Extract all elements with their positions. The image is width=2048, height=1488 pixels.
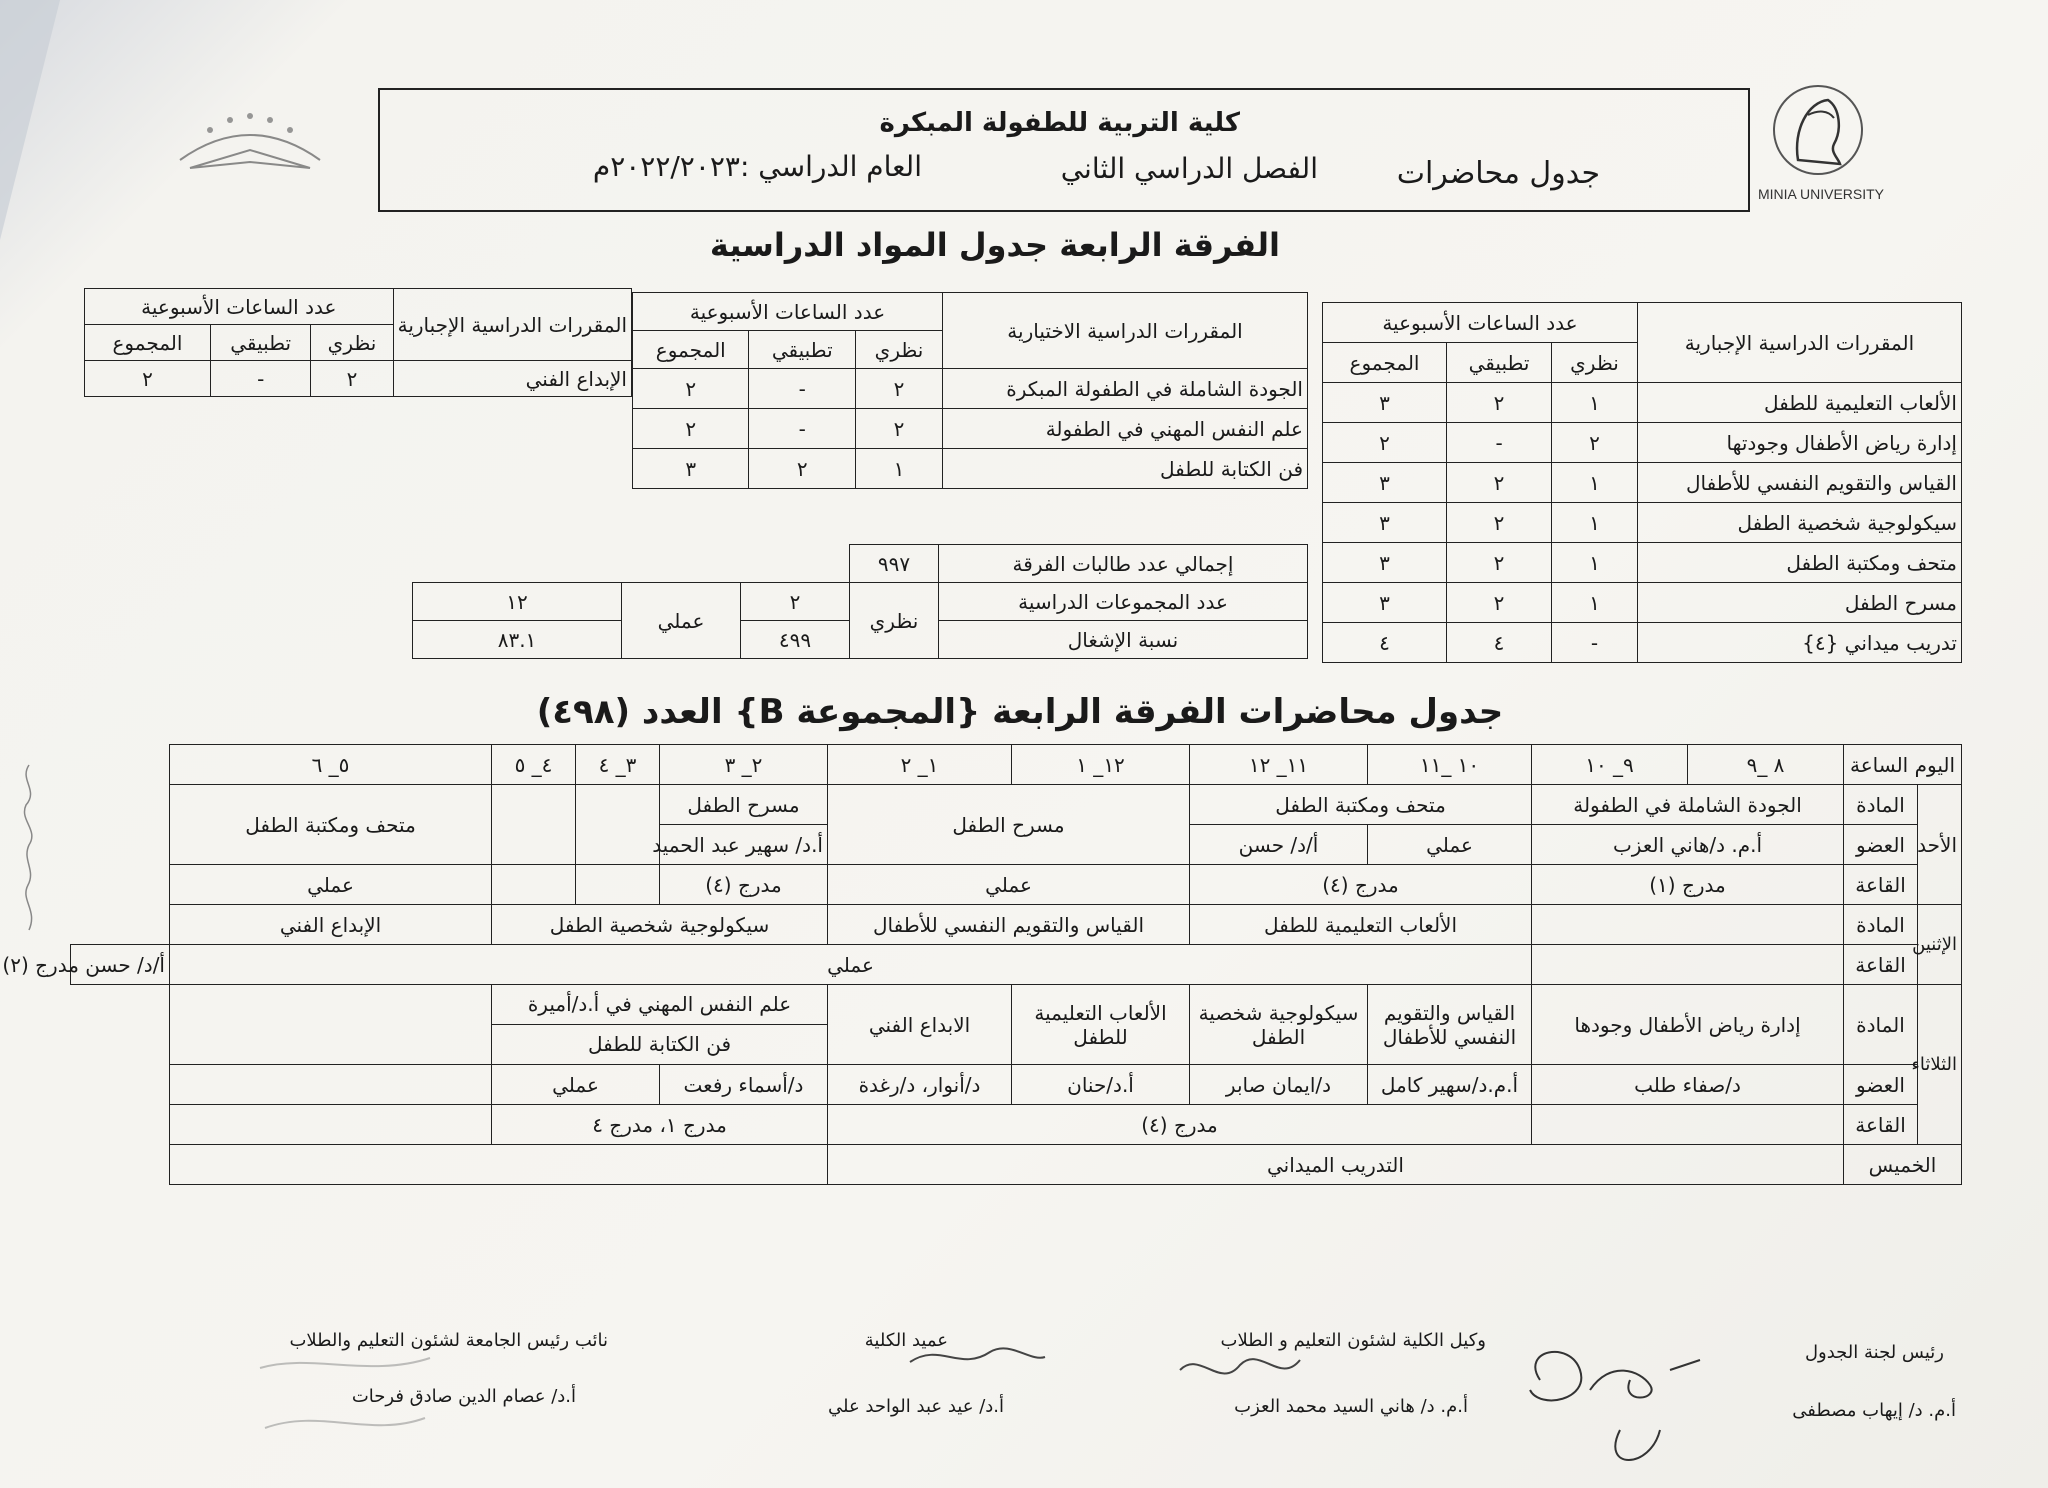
vocational-cell: علم النفس المهني في أ.د/أميرة	[492, 985, 827, 1025]
hours-header-row: اليوم الساعة ٨ _٩ ٩_ ١٠ ١٠ _١١ ١١_ ١٢ ١٢_ ١ ١_ ٢ ٢_ ٣ ٣_ ٤ ٤_ ٥ ٥_ ٦	[71, 745, 1962, 785]
monday-room-row: القاعة عملي أ/د/ حسن مدرج (٢)	[71, 945, 1962, 985]
table-row: مسرح الطفل ١ ٢ ٣	[1323, 583, 1962, 623]
occupancy-theory: ٤٩٩	[741, 621, 850, 659]
handwritten-signature-dean	[900, 1332, 1050, 1382]
monday-subject-row: الإثنين المادة الألعاب التعليمية للطفل القياس والتقويم النفسي للأطفال سيكولوجية شخصية الطفل الإبداع الفني	[71, 905, 1962, 945]
students-count: ٩٩٧	[850, 545, 939, 583]
signature-dean-name: أ.د/ عيد عبد الواحد علي	[828, 1396, 1004, 1417]
col-practical: تطبيقي	[749, 331, 856, 369]
college-name: كلية التربية للطفولة المبكرة	[879, 108, 1240, 138]
signature-vp-name: أ.د/ عصام الدين صادق فرحات	[351, 1386, 576, 1407]
sunday-member-row: العضو أ.م. د/هاني العزب عملي أ/د/ حسن أ.د/ سهير عبد الحميد	[71, 825, 1962, 865]
theory-label: نظري	[850, 583, 939, 659]
year-label: العام الدراسي :٢٠٢٢/٢٠٢٣م	[592, 150, 922, 183]
table-row: فن الكتابة للطفل ١ ٢ ٣	[633, 449, 1308, 489]
table-row: علم النفس المهني في الطفولة ٢ - ٢	[633, 409, 1308, 449]
mandatory-art-table	[84, 288, 632, 397]
signature-vice-dean-name: أ.م. د/ هاني السيد محمد العزب	[1234, 1396, 1468, 1417]
col-hours: عدد الساعات الأسبوعية	[85, 289, 394, 325]
col-theory: نظري	[856, 331, 943, 369]
col-course: المقررات الدراسية الإجبارية	[393, 289, 631, 361]
weekly-schedule-grid	[2, 744, 1962, 1185]
col-total: المجموع	[1323, 343, 1447, 383]
table-row: القياس والتقويم النفسي للأطفال ١ ٢ ٣	[1323, 463, 1962, 503]
table-row: الجودة الشاملة في الطفولة المبكرة ٢ - ٢	[633, 369, 1308, 409]
table-row: الألعاب التعليمية للطفل ١ ٢ ٣	[1323, 383, 1962, 423]
groups-practical: ١٢	[413, 583, 622, 621]
sunday-room-row: القاعة مدرج (١) مدرج (٤) عملي مدرج (٤) عملي	[71, 865, 1962, 905]
col-theory: نظري	[311, 325, 393, 361]
university-name: MINIA UNIVERSITY	[1757, 186, 1885, 202]
col-total: المجموع	[85, 325, 211, 361]
col-total: المجموع	[633, 331, 749, 369]
col-practical: تطبيقي	[210, 325, 310, 361]
faculty-logo	[170, 90, 330, 180]
semester-label: الفصل الدراسي الثاني	[1060, 152, 1318, 185]
handwritten-margin-note	[14, 760, 44, 950]
stats-table	[412, 544, 1308, 659]
handwritten-signature-vice-dean	[1170, 1340, 1310, 1400]
tuesday-member-row: العضو د/صفاء طلب أ.م.د/سهير كامل د/ايمان صابر أ.د/حنان د/أنوار، د/رغدة د/أسماء رفعت عملي	[71, 1065, 1962, 1105]
table-row: الإبداع الفني ٢ - ٢	[85, 361, 632, 397]
practical-label: عملي	[622, 583, 741, 659]
thursday-row: الخميس التدريب الميداني	[71, 1145, 1962, 1185]
table-row: سيكولوجية شخصية الطفل ١ ٢ ٣	[1323, 503, 1962, 543]
col-course: المقررات الدراسية الاختيارية	[943, 293, 1308, 369]
col-hours: عدد الساعات الأسبوعية	[633, 293, 943, 331]
signature-vp-title: نائب رئيس الجامعة لشئون التعليم والطلاب	[289, 1330, 608, 1351]
schedule-title: جدول محاضرات الفرقة الرابعة {المجموعة B} العدد (٤٩٨)	[536, 692, 1504, 732]
university-stamp	[250, 1348, 440, 1458]
day-sunday: الأحد	[1918, 785, 1962, 905]
col-course: المقررات الدراسية الإجبارية	[1637, 303, 1961, 383]
tuesday-room-row: القاعة مدرج (٤) مدرج ١، مدرج ٤	[71, 1105, 1962, 1145]
col-theory: نظري	[1552, 343, 1638, 383]
groups-theory: ٢	[741, 583, 850, 621]
writing-cell: فن الكتابة للطفل	[588, 1032, 731, 1056]
day-monday: الإثنين	[1918, 905, 1962, 985]
occupancy-practical: ٨٣.١	[413, 621, 622, 659]
signature-committee-name: أ.م. د/ إيهاب مصطفى	[1792, 1400, 1956, 1421]
table-row: متحف ومكتبة الطفل ١ ٢ ٣	[1323, 543, 1962, 583]
signature-vice-dean-title: وكيل الكلية لشئون التعليم و الطلاب	[1220, 1330, 1486, 1351]
folded-corner	[0, 0, 60, 240]
day-hour-header: اليوم الساعة	[1844, 745, 1962, 785]
students-label: إجمالي عدد طالبات الفرقة	[939, 545, 1308, 583]
col-practical: تطبيقي	[1447, 343, 1552, 383]
tuesday-subject-row: الثلاثاء المادة إدارة رياض الأطفال وجودها القياس والتقويم النفسي للأطفال سيكولوجية شخصية الطفل الألعاب التعليمية للطفل الابداع الفني علم النفس المهني في أ.د/أميرة فن الكتابة للطفل	[71, 985, 1962, 1065]
groups-label: عدد المجموعات الدراسية	[939, 583, 1308, 621]
elective-courses-table	[632, 292, 1308, 489]
signature-dean-title: عميد الكلية	[864, 1330, 948, 1351]
table-row: تدريب ميداني {٤} - ٤ ٤	[1323, 623, 1962, 663]
occupancy-label: نسبة الإشغال	[939, 621, 1308, 659]
header-box	[378, 88, 1750, 212]
table-row: إدارة رياض الأطفال وجودتها ٢ - ٢	[1323, 423, 1962, 463]
mandatory-courses-table	[1322, 302, 1962, 663]
handwritten-signature-committee	[1500, 1330, 1710, 1470]
day-thursday: الخميس	[1844, 1145, 1962, 1185]
schedule-label: جدول محاضرات	[1396, 156, 1600, 191]
sunday-subject-row: الأحد المادة الجودة الشاملة في الطفولة متحف ومكتبة الطفل مسرح الطفل مسرح الطفل متحف ومكتبة الطفل	[71, 785, 1962, 825]
col-hours: عدد الساعات الأسبوعية	[1323, 303, 1638, 343]
signature-committee-title: رئيس لجنة الجدول	[1804, 1342, 1944, 1363]
courses-title: الفرقة الرابعة جدول المواد الدراسية	[709, 226, 1280, 264]
day-tuesday: الثلاثاء	[1918, 985, 1962, 1145]
minia-university-logo	[1748, 80, 1888, 210]
